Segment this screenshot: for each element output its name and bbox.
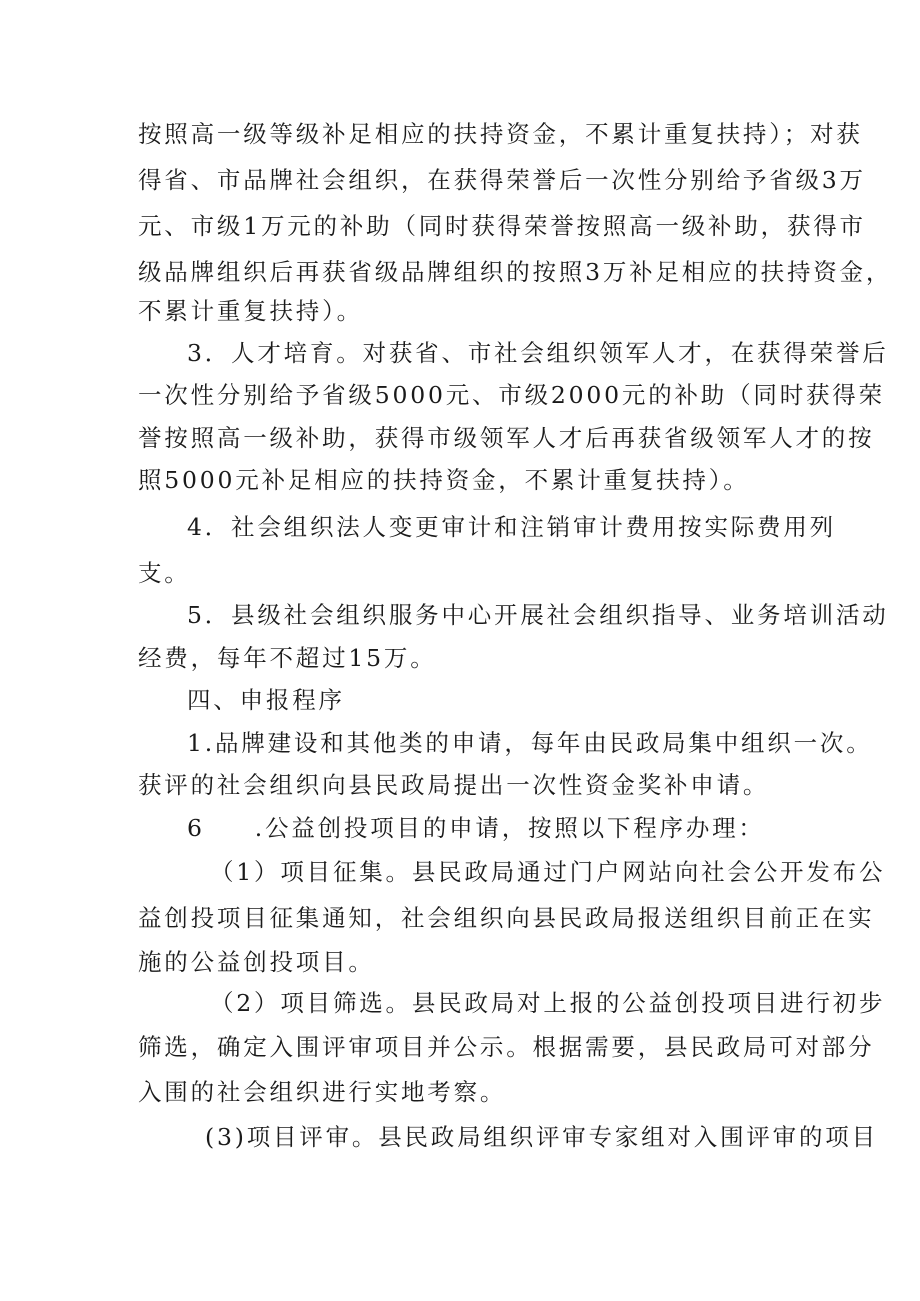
paragraph-line: 筛选，确定入围评审项目并公示。根据需要，县民政局可对部分 [138, 1033, 875, 1061]
sub-item-1: （1）项目征集。县民政局通过门户网站向社会公开发布公 [210, 858, 886, 886]
paragraph-line: 不累计重复扶持）。 [138, 297, 363, 325]
paragraph-line: 一次性分别给予省级5000元、市级2000元的补助（同时获得荣 [138, 381, 885, 409]
paragraph-line: 元、市级1万元的补助（同时获得荣誉按照高一级补助，获得市 [138, 212, 866, 240]
sub-item-3: (3)项目评审。县民政局组织评审专家组对入围评审的项目 [205, 1123, 878, 1151]
procedure-item-1: 1.品牌建设和其他类的申请，每年由民政局集中组织一次。 [187, 729, 873, 757]
paragraph-line: 获评的社会组织向县民政局提出一次性资金奖补申请。 [138, 771, 770, 799]
section-item-5: 5．县级社会组织服务中心开展社会组织指导、业务培训活动 [187, 601, 889, 629]
section-item-4: 4．社会组织法人变更审计和注销审计费用按实际费用列 [187, 513, 836, 541]
procedure-item-6 [187, 811, 765, 845]
paragraph-line: 入围的社会组织进行实地考察。 [138, 1078, 507, 1106]
paragraph-line: 支。 [138, 559, 191, 587]
paragraph-line: 照5000元补足相应的扶持资金，不累计重复扶持）。 [138, 466, 750, 494]
sub-item-2: （2）项目筛选。县民政局对上报的公益创投项目进行初步 [210, 989, 886, 1017]
section-item-3: 3．人才培育。对获省、市社会组织领军人才，在获得荣誉后 [187, 339, 889, 367]
item-number: 6 [187, 814, 205, 842]
paragraph-line: 施的公益创投项目。 [138, 948, 375, 976]
paragraph-line: 益创投项目征集通知，社会组织向县民政局报送组织目前正在实 [138, 904, 875, 932]
paragraph-line: 级品牌组织后再获省级品牌组织的按照3万补足相应的扶持资金， [138, 258, 893, 286]
paragraph-line: 誉按照高一级补助，获得市级领军人才后再获省级领军人才的按 [138, 424, 875, 452]
item-text: .公益创投项目的申请，按照以下程序办理： [254, 814, 765, 842]
paragraph-line: 按照高一级等级补足相应的扶持资金，不累计重复扶持）；对获 [138, 120, 863, 148]
paragraph-line: 得省、市品牌社会组织，在获得荣誉后一次性分别给予省级3万 [138, 166, 866, 194]
paragraph-line: 经费，每年不超过15万。 [138, 644, 437, 672]
section-heading: 四、申报程序 [187, 686, 345, 714]
